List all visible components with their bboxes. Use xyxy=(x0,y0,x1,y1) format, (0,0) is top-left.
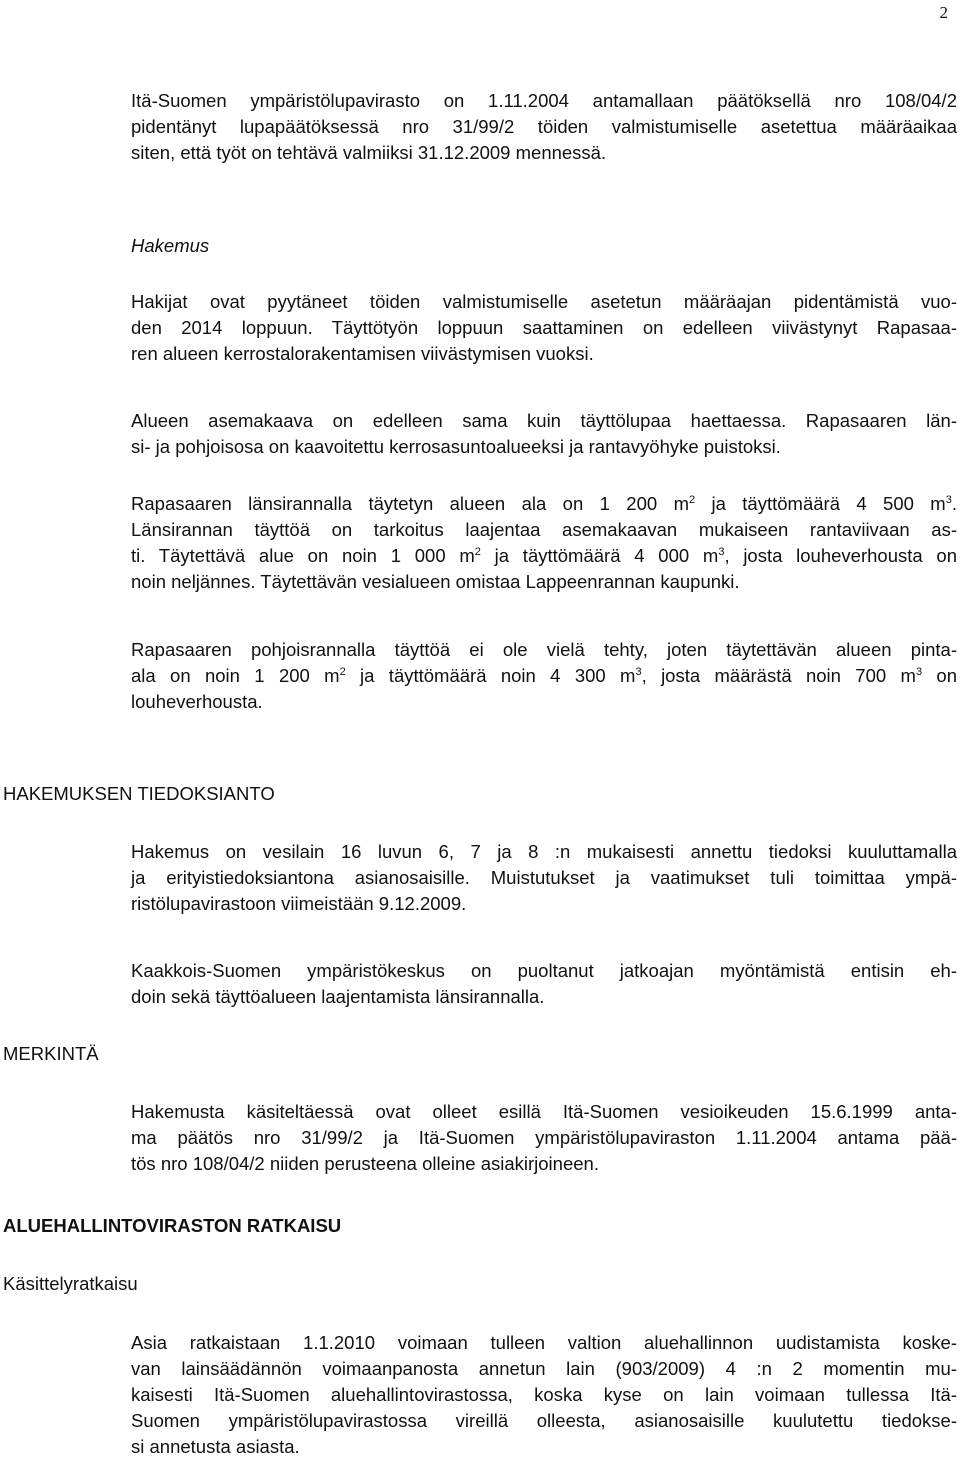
ratkaisu-paragraph xyxy=(131,1330,957,1460)
tiedoksianto-paragraph-2 xyxy=(131,958,957,1010)
text-line: Hakemus on vesilain 16 luvun 6, 7 ja 8 :n mukaisesti annettu tiedoksi kuuluttamalla xyxy=(131,841,957,862)
text-line: doin sekä täyttöalueen laajentamista länsirannalla. xyxy=(131,986,545,1007)
text-line: ristölupavirastoon viimeistään 9.12.2009. xyxy=(131,893,467,914)
text-line: Länsirannan täyttöä on tarkoitus laajentaa asemakaavan mukaiseen rantaviivaan as- xyxy=(131,519,957,540)
section-heading-ratkaisu: ALUEHALLINTOVIRASTON RATKAISU xyxy=(3,1215,342,1236)
hakemus-paragraph-2 xyxy=(131,408,957,460)
hakemus-paragraph-4 xyxy=(131,637,957,715)
text-line: noin neljännes. Täytettävän vesialueen omistaa Lappeenrannan kaupunki. xyxy=(131,571,740,592)
text-line: si- ja pohjoisosa on kaavoitettu kerrosasuntoalueeksi ja rantavyöhyke puistoksi. xyxy=(131,436,781,457)
text-line: Hakijat ovat pyytäneet töiden valmistumiselle asetetun määräajan pidentämistä vuo- xyxy=(131,291,957,312)
text-line: Asia ratkaistaan 1.1.2010 voimaan tulleen valtion aluehallinnon uudistamista koske- xyxy=(131,1332,957,1353)
text-line: ja erityistiedoksiantona asianosaisille. Muistutukset ja vaatimukset tuli toimittaa ympä- xyxy=(131,867,957,888)
text-line: Hakemusta käsiteltäessä ovat olleet esillä Itä-Suomen vesioikeuden 15.6.1999 anta- xyxy=(131,1101,957,1122)
text-line: ti. Täytettävä alue on noin 1 000 $m^2$ ja täyttömäärä 4 000 $m^3$, josta louheverhousta on xyxy=(131,545,957,566)
text-line: si annetusta asiasta. xyxy=(131,1436,300,1457)
text-line: louheverhousta. xyxy=(131,691,263,712)
section-heading-hakemus: Hakemus xyxy=(131,235,210,256)
text-line: ma päätös nro 31/99/2 ja Itä-Suomen ympäristölupaviraston 1.11.2004 antama pää- xyxy=(131,1127,957,1148)
text-line: ala on noin 1 200 $m^2$ ja täyttömäärä noin 4 300 $m^3$, josta määrästä noin 700 $m^3$ on xyxy=(131,665,957,686)
text-line: pidentänyt lupapäätöksessä nro 31/99/2 töiden valmistumiselle asetettua määräaikaa xyxy=(131,116,957,137)
text-line: den 2014 loppuun. Täyttötyön loppuun saattaminen on edelleen viivästynyt Rapasaa- xyxy=(131,317,957,338)
text-line: ren alueen kerrostalorakentamisen viivästymisen vuoksi. xyxy=(131,343,594,364)
tiedoksianto-paragraph-1 xyxy=(131,839,957,917)
merkinta-paragraph xyxy=(131,1099,957,1177)
subheading-kasittelyratkaisu: Käsittelyratkaisu xyxy=(3,1273,138,1294)
text-line: siten, että työt on tehtävä valmiiksi 31.12.2009 mennessä. xyxy=(131,142,607,163)
text-line: Rapasaaren pohjoisrannalla täyttöä ei ole vielä tehty, joten täytettävän alueen pinta- xyxy=(131,639,957,660)
hakemus-paragraph-3 xyxy=(131,491,957,595)
text-line: tös nro 108/04/2 niiden perusteena olleine asiakirjoineen. xyxy=(131,1153,599,1174)
section-heading-tiedoksianto: HAKEMUKSEN TIEDOKSIANTO xyxy=(3,783,275,804)
text-line: Suomen ympäristölupavirastossa vireillä olleesta, asianosaisille kuulutettu tiedokse- xyxy=(131,1410,957,1431)
page-number: 2 xyxy=(939,3,948,22)
section-heading-merkinta: MERKINTÄ xyxy=(3,1043,99,1064)
text-line: kaisesti Itä-Suomen aluehallintovirastossa, koska kyse on lain voimaan tullessa Itä- xyxy=(131,1384,957,1405)
intro-paragraph xyxy=(131,88,957,166)
text-line: Kaakkois-Suomen ympäristökeskus on puoltanut jatkoajan myöntämistä entisin eh- xyxy=(131,960,957,981)
text-line: Itä-Suomen ympäristölupavirasto on 1.11.2004 antamallaan päätöksellä nro 108/04/2 xyxy=(131,90,957,111)
hakemus-paragraph-1 xyxy=(131,289,957,367)
text-line: Alueen asemakaava on edelleen sama kuin täyttölupaa haettaessa. Rapasaaren län- xyxy=(131,410,957,431)
text-line: Rapasaaren länsirannalla täytetyn alueen ala on 1 200 $m^2$ ja täyttömäärä 4 500 $m^3$. xyxy=(131,493,957,514)
text-line: van lainsäädännön voimaanpanosta annetun lain (903/2009) 4 :n 2 momentin mu- xyxy=(131,1358,957,1379)
